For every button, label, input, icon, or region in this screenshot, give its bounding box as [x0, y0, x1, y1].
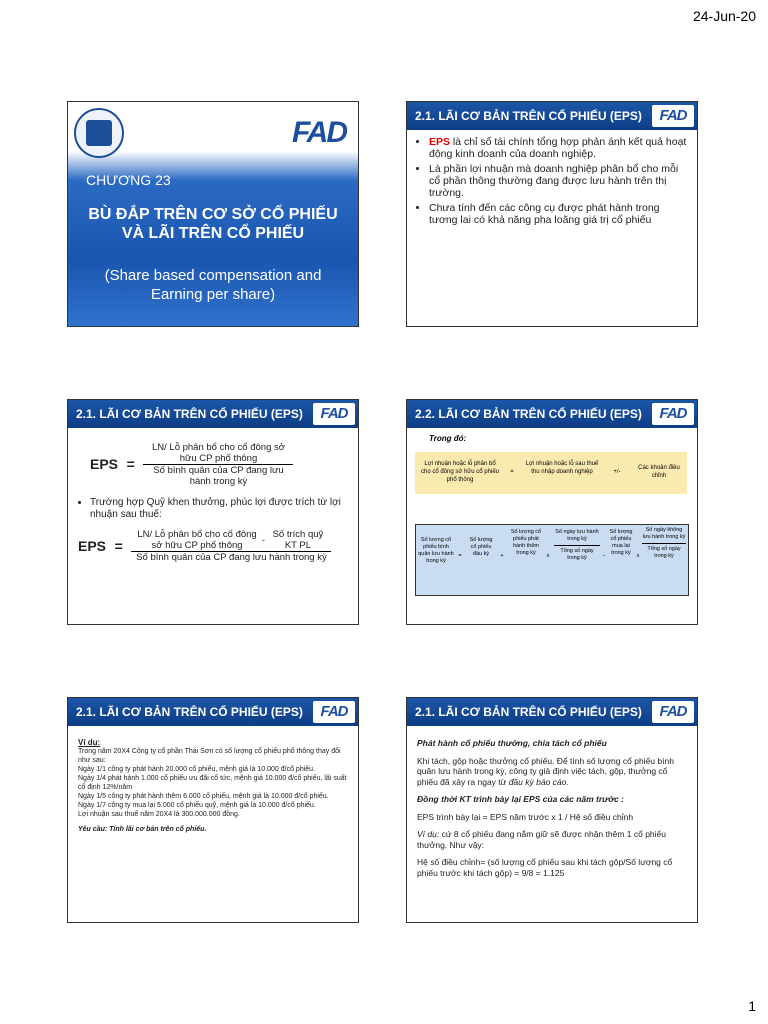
slide-1-subtitle: (Share based compensation and Earning per share) — [104, 267, 322, 303]
plus-minus-sign: +/- — [613, 469, 621, 475]
formula-term: Số lượng cổ phiếu đầu kỳ — [469, 537, 493, 557]
paragraph-text: Khi tách, gộp hoặc thưởng cổ phiếu. Để tính số lượng cổ phiếu bình quân lưu hành trong kỳ, công ty giả định việc tách, gộp, thưởng cổ phiếu đã xảy ra ngay từ — [417, 755, 674, 787]
slide-1-title — [67, 101, 359, 327]
bullet-text: là chỉ số tài chính tổng hợp phản ánh kết quả hoạt động kinh doanh của doanh nghiệp. — [429, 136, 687, 160]
fad-logo: FAD — [313, 403, 355, 425]
slide-title-text: 2.2. LÃI CƠ BẢN TRÊN CỔ PHIẾU (EPS) — [415, 407, 642, 421]
bullet-1 — [429, 136, 687, 160]
eps-term: EPS — [429, 136, 451, 148]
slide-title-text: 2.1. LÃI CƠ BẢN TRÊN CỔ PHIẾU (EPS) — [76, 705, 303, 719]
denominator: Tổng số ngày trong kỳ — [647, 546, 681, 559]
numerator-a: LN/ Lỗ phân bổ cho cổ đông sở hữu CP phổ thông — [137, 529, 257, 551]
equals-sign: = — [458, 553, 462, 559]
times-sign: x — [546, 553, 550, 559]
formula-line: EPS trình bày lại = EPS năm trước x 1 / Hệ số điều chỉnh — [417, 811, 634, 822]
fad-logo: FAD — [292, 116, 346, 149]
times-sign: x — [636, 553, 640, 559]
paragraph-text: cứ 8 cổ phiếu đang nắm giữ sẽ được nhận thêm 1 cổ phiếu thưởng. Như vậy: — [417, 829, 667, 850]
section-heading: Phát hành cổ phiếu thưởng, chia tách cổ phiếu — [417, 738, 607, 748]
denominator: Số bình quân của CP đang lưu hành trong kỳ — [153, 465, 284, 487]
slide-5 — [67, 697, 359, 923]
slide-2-title — [407, 102, 697, 130]
numerator: Số ngày không lưu hành trong kỳ — [642, 527, 686, 544]
fad-logo: FAD — [313, 701, 355, 723]
fraction — [131, 529, 331, 563]
formula-term: Số lượng cổ phiếu mua lại trong kỳ — [609, 529, 633, 556]
slide-6-title — [407, 698, 697, 726]
example-line: Ngày 1/1 công ty phát hành 20.000 cổ phiếu, mệnh giá là 10.000 đ/cổ phiếu. — [78, 766, 316, 773]
fad-logo: FAD — [652, 105, 694, 127]
example-line: Ngày 1/4 phát hành 1.000 cổ phiếu ưu đãi cổ tức, mệnh giá 10.000 đ/cổ phiếu, lãi suất cổ định 12%/năm — [78, 775, 347, 791]
profit-formula-box — [415, 452, 687, 494]
slide-5-title — [68, 698, 358, 726]
shares-formula-box — [415, 524, 689, 596]
formula-term: Lợi nhuận hoặc lỗ sau thuế thu nhập doanh nghiệp — [525, 461, 599, 475]
bullet: • Trường hợp Quỹ khen thưởng, phúc lợi được trích từ lợi nhuận sau thuế: — [90, 497, 348, 521]
numerator: Số ngày lưu hành trong kỳ — [554, 529, 600, 546]
formula-term: Các khoản điều chỉnh — [638, 465, 680, 479]
note-label: Trong đó: — [429, 434, 467, 443]
bullet-3: • Chưa tính đến các công cụ được phát hành trong tương lai có khả năng pha loãng giá trị cổ phiếu — [429, 202, 687, 226]
eps-label: EPS — [90, 456, 119, 472]
requirement: Yêu cầu: Tính lãi cơ bản trên cổ phiếu. — [78, 826, 207, 833]
equals-sign: = — [114, 537, 123, 554]
minus-sign: - — [261, 534, 266, 546]
page-number: 1 — [748, 998, 756, 1014]
example-line: Lợi nhuận sau thuế năm 20X4 là 300.000.000 đồng. — [78, 811, 240, 818]
paragraph: Hệ số điều chỉnh= (số lượng cổ phiếu sau khi tách gộp/Số lượng cổ phiếu trước khi tách gộp) = 9/8 = 1.125 — [417, 857, 673, 878]
eps-formula-1 — [90, 442, 348, 487]
paragraph-emphasis: đầu kỳ báo cáo. — [508, 776, 569, 787]
slide-4-title — [407, 400, 697, 428]
slide-title-text: 2.1. LÃI CƠ BẢN TRÊN CỔ PHIẾU (EPS) — [415, 705, 642, 719]
example-label: Ví dụ: — [78, 738, 101, 747]
fad-logo: FAD — [652, 403, 694, 425]
fraction — [143, 442, 293, 487]
paragraph — [417, 756, 687, 788]
formula-term: Lợi nhuận hoặc lỗ phân bổ cho cổ đông sở hữu cổ phiếu phổ thông — [420, 461, 499, 483]
header-date: 24-Jun-20 — [692, 8, 756, 24]
example-line: Ngày 1/7 công ty mua lại 5.000 cổ phiếu quỹ, mệnh giá là 10.000 đ/cổ phiếu. — [78, 802, 316, 809]
paragraph: Đồng thời KT trình bày lại EPS của các năm trước : — [417, 794, 624, 804]
fad-logo: FAD — [652, 701, 694, 723]
formula-term: Số lượng cổ phiếu bình quân lưu hành trong kỳ — [418, 537, 454, 564]
slide-6 — [406, 697, 698, 923]
fraction — [642, 527, 686, 560]
fraction — [554, 529, 600, 562]
slide-3 — [67, 399, 359, 625]
university-logo — [74, 108, 124, 158]
minus-sign: − — [602, 553, 606, 559]
numerator-b: Số trích quỹ KT PL — [272, 529, 324, 551]
equals-sign: = — [126, 456, 135, 472]
example-label: Ví dụ: — [417, 829, 440, 839]
slide-1-heading: BÙ ĐẮP TRÊN CƠ SỞ CỔ PHIẾU VÀ LÃI TRÊN CỔ PHIẾU — [88, 206, 338, 242]
slide-title-text: 2.1. LÃI CƠ BẢN TRÊN CỔ PHIẾU (EPS) — [76, 407, 303, 421]
paragraph — [417, 829, 687, 850]
equals-sign: = — [510, 469, 514, 475]
chapter-label: CHƯƠNG 23 — [86, 172, 171, 188]
example-line: Trong năm 20X4 Công ty cổ phần Thái Sơn có số lượng cổ phiếu phổ thông thay đổi như sau: — [78, 748, 341, 764]
formula-term: Số lượng cổ phiếu phát hành thêm trong kỳ — [510, 529, 542, 556]
denominator: Số bình quân của CP đang lưu hành trong kỳ — [136, 552, 327, 563]
slide-title-text: 2.1. LÃI CƠ BẢN TRÊN CỔ PHIẾU (EPS) — [415, 109, 642, 123]
slide-3-title — [68, 400, 358, 428]
numerator: LN/ Lỗ phân bổ cho cổ đông sở hữu CP phổ thông — [143, 442, 293, 465]
slide-2 — [406, 101, 698, 327]
denominator: Tổng số ngày trong kỳ — [560, 548, 594, 561]
eps-formula-2 — [78, 529, 348, 563]
eps-label: EPS — [78, 537, 107, 554]
slide-4 — [406, 399, 698, 625]
plus-sign: + — [500, 553, 504, 559]
bullet-2: • Là phần lợi nhuận mà doanh nghiệp phân bổ cho mỗi cổ phần thông thường đang được lưu hành trên thị trường. — [429, 163, 687, 199]
numerator — [131, 529, 331, 552]
example-line: Ngày 1/5 công ty phát hành thêm 6.000 cổ phiếu, mệnh giá là 10.000 đ/cổ phiếu. — [78, 793, 329, 800]
